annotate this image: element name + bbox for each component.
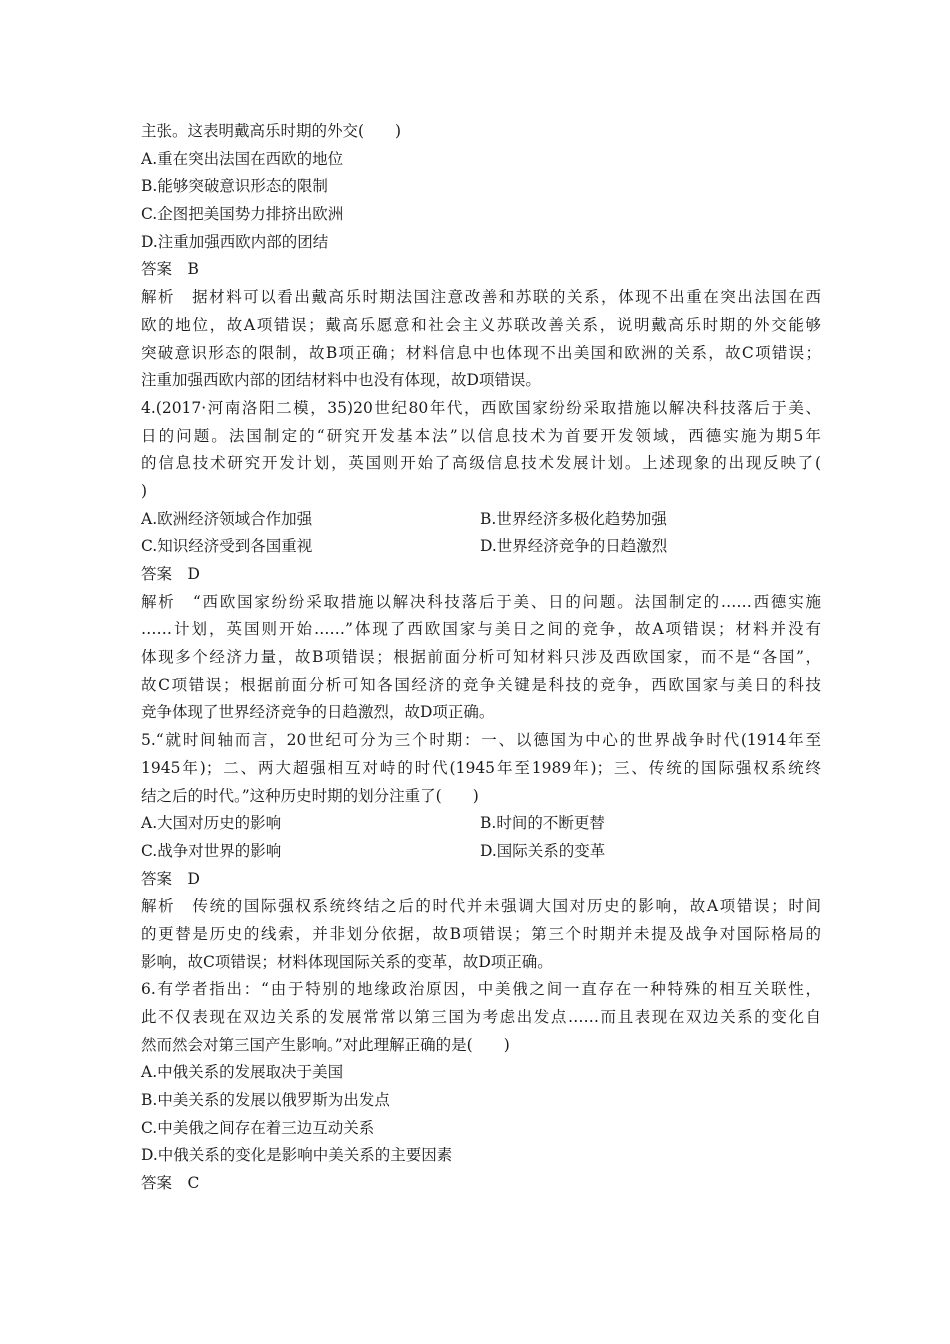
stem-line: 的信息技术研究开发计划，英国则开始了高级信息技术发展计划。上述现象的出现反映了(	[141, 454, 821, 473]
stem-line: )	[141, 481, 148, 500]
question-stem	[141, 727, 821, 810]
option-c: C.中美俄之间存在着三边互动关系	[141, 1118, 375, 1137]
question-5	[141, 727, 821, 976]
option-a: A.重在突出法国在西欧的地位	[141, 149, 344, 168]
question-4	[141, 395, 821, 727]
stem-line: 然而然会对第三国产生影响。”对此理解正确的是( )	[141, 1035, 510, 1054]
answer: 答案 B	[141, 260, 199, 279]
option-b: B.中美关系的发展以俄罗斯为出发点	[141, 1091, 390, 1110]
option-a: A.大国对历史的影响	[141, 814, 282, 833]
stem-line: 6.有学者指出：“由于特别的地缘政治原因，中美俄之间一直存在一种特殊的相互关联性，	[141, 980, 821, 999]
analysis-line: ……计划，英国则开始……”体现了西欧国家与美日之间的竞争，故A项错误；材料并没有	[141, 620, 821, 639]
answer: 答案 C	[141, 1174, 200, 1193]
option-c: C.战争对世界的影响	[141, 841, 282, 860]
option-d: D.注重加强西欧内部的团结	[141, 232, 329, 251]
stem-line: 结之后的时代。”这种历史时期的划分注重了( )	[141, 786, 479, 805]
question-3	[141, 118, 821, 395]
analysis	[141, 284, 821, 395]
stem-line: 4.(2017·河南洛阳二模，35)20世纪80年代，西欧国家纷纷采取措施以解决科技落后于美、	[141, 398, 821, 417]
analysis-line: 解析 据材料可以看出戴高乐时期法国注意改善和苏联的关系，体现不出重在突出法国在西	[141, 288, 821, 307]
question-stem	[141, 976, 821, 1059]
question-stem	[141, 395, 821, 506]
analysis-line: 的更替是历史的线索，并非划分依据，故B项错误；第三个时期并未提及战争对国际格局的	[141, 924, 821, 943]
options-row	[141, 810, 821, 838]
option-b: B.世界经济多极化趋势加强	[480, 509, 667, 528]
question-stem: 主张。这表明戴高乐时期的外交( )	[141, 122, 402, 140]
option-d: D.中俄关系的变化是影响中美关系的主要因素	[141, 1146, 453, 1165]
option-c: C.企图把美国势力排挤出欧洲	[141, 205, 344, 224]
options-row	[141, 533, 821, 561]
analysis-line: 故C项错误；根据前面分析可知各国经济的竞争关键是科技的竞争，西欧国家与美日的科技	[141, 675, 821, 694]
answer: 答案 D	[141, 565, 200, 583]
stem-line: 1945年)；二、两大超强相互对峙的时代(1945年至1989年)；三、传统的国际强权系统终	[141, 758, 821, 777]
analysis	[141, 893, 821, 976]
option-b: B.能够突破意识形态的限制	[141, 177, 328, 196]
options-row	[141, 838, 821, 866]
analysis-line: 注重加强西欧内部的团结材料中也没有体现，故D项错误。	[141, 371, 541, 390]
analysis-line: 突破意识形态的限制，故B项正确；材料信息中也体现不出美国和欧洲的关系，故C项错误；	[141, 343, 821, 362]
analysis-line: 欧的地位，故A项错误；戴高乐愿意和社会主义苏联改善关系，说明戴高乐时期的外交能够	[141, 315, 821, 334]
stem-line: 日的问题。法国制定的“研究开发基本法”以信息技术为首要开发领域，西德实施为期5年	[141, 426, 821, 445]
analysis-line: 解析 “西欧国家纷纷采取措施以解决科技落后于美、日的问题。法国制定的……西德实施	[141, 592, 821, 611]
answer: 答案 D	[141, 869, 200, 888]
analysis-line: 竞争体现了世界经济竞争的日趋激烈，故D项正确。	[141, 703, 495, 722]
analysis-line: 解析 传统的国际强权系统终结之后的时代并未强调大国对历史的影响，故A项错误；时间	[141, 897, 821, 916]
stem-line: 5.“就时间轴而言，20世纪可分为三个时期：一、以德国为中心的世界战争时代(1914年至	[141, 731, 821, 750]
option-c: C.知识经济受到各国重视	[141, 537, 313, 556]
analysis-line: 影响，故C项错误；材料体现国际关系的变革，故D项正确。	[141, 952, 553, 971]
option-a: A.中俄关系的发展取决于美国	[141, 1063, 344, 1082]
analysis-line: 体现多个经济力量，故B项错误；根据前面分析可知材料只涉及西欧国家，而不是“各国”，	[141, 648, 821, 667]
question-6	[141, 976, 821, 1198]
option-d: D.世界经济竞争的日趋激烈	[480, 537, 668, 556]
stem-line: 此不仅表现在双边关系的发展常常以第三国为考虑出发点……而且表现在双边关系的变化自	[141, 1008, 821, 1026]
option-a: A.欧洲经济领域合作加强	[141, 509, 313, 528]
document-body	[141, 118, 821, 1198]
analysis	[141, 589, 821, 727]
option-d: D.国际关系的变革	[480, 841, 606, 860]
options-row	[141, 506, 821, 534]
option-b: B.时间的不断更替	[480, 814, 605, 833]
